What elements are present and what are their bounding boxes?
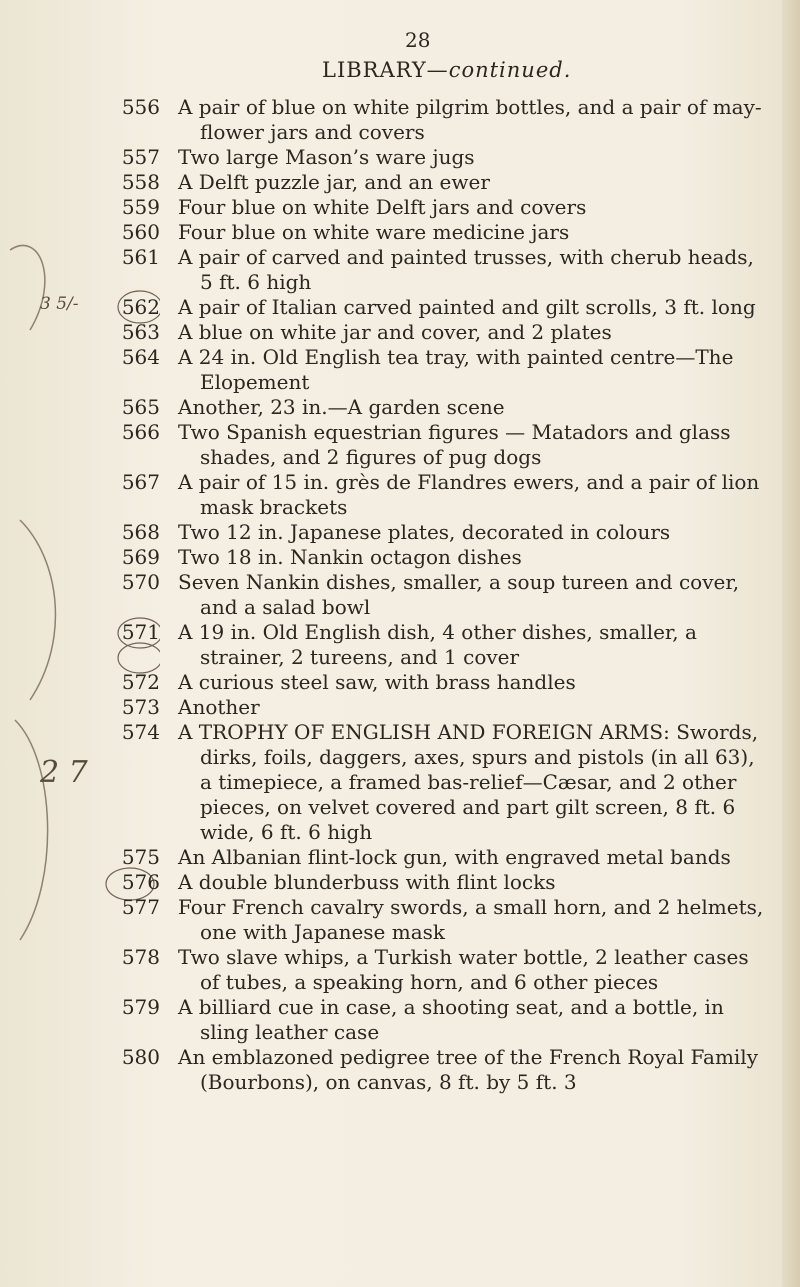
lot-entry	[0, 170, 800, 195]
lot-entry	[0, 470, 800, 520]
lot-entry	[0, 995, 800, 1045]
running-head	[322, 58, 571, 82]
lot-description-line: Two large Mason’s ware jugs	[178, 145, 475, 169]
lot-description	[178, 95, 778, 145]
lot-description-line: A 24 in. Old English tea tray, with painted centre—The	[178, 345, 734, 369]
lot-description-line: mask brackets	[200, 495, 348, 519]
lot-description-line: Four French cavalry swords, a small horn, and 2 helmets,	[178, 895, 764, 919]
lot-description	[178, 1045, 778, 1095]
lot-number: 560	[121, 220, 160, 244]
lot-number: 565	[121, 395, 160, 419]
lot-number: 561	[121, 245, 160, 269]
lot-description-line: An Albanian flint-lock gun, with engraved metal bands	[178, 845, 731, 869]
lot-description-line: A pair of carved and painted trusses, with cherub heads,	[178, 245, 754, 269]
lot-number: 556	[121, 95, 160, 119]
margin-note-2: 2 7	[40, 755, 88, 790]
lot-number: 580	[121, 1045, 160, 1069]
lot-description	[178, 995, 778, 1045]
lot-list	[0, 95, 800, 1095]
lot-description	[178, 695, 778, 720]
lot-entry	[0, 320, 800, 345]
lot-description	[178, 295, 778, 320]
lot-description	[178, 245, 778, 295]
lot-description-line: strainer, 2 tureens, and 1 cover	[200, 645, 520, 669]
lot-entry	[0, 245, 800, 295]
lot-description	[178, 670, 778, 695]
lot-entry	[0, 195, 800, 220]
lot-description-line: Two Spanish equestrian figures — Matadors and glass	[178, 420, 731, 444]
lot-entry	[0, 695, 800, 720]
lot-description	[178, 420, 778, 470]
lot-description-line: Another, 23 in.—A garden scene	[178, 395, 505, 419]
lot-number: 578	[121, 945, 160, 969]
lot-description-line: An emblazoned pedigree tree of the French Royal Family	[178, 1045, 758, 1069]
lot-entry	[0, 145, 800, 170]
lot-description	[178, 145, 778, 170]
lot-entry	[0, 620, 800, 670]
lot-description-line: one with Japanese mask	[200, 920, 446, 944]
lot-description	[178, 945, 778, 995]
lot-description	[178, 320, 778, 345]
lot-entry	[0, 845, 800, 870]
lot-description-line: A pair of blue on white pilgrim bottles, and a pair of may-	[178, 95, 762, 119]
lot-number: 567	[121, 470, 160, 494]
lot-description	[178, 345, 778, 395]
lot-description-line: wide, 6 ft. 6 high	[200, 820, 373, 844]
lot-description	[178, 570, 778, 620]
lot-description-line: A pair of 15 in. grès de Flandres ewers, and a pair of lion	[178, 470, 760, 494]
lot-description	[178, 195, 778, 220]
lot-number: 566	[121, 420, 160, 444]
lot-description	[178, 470, 778, 520]
lot-description	[178, 220, 778, 245]
lot-entry	[0, 945, 800, 995]
lot-description-line: of tubes, a speaking horn, and 6 other pieces	[200, 970, 659, 994]
running-head-title: LIBRARY—	[322, 58, 449, 82]
lot-description-line: flower jars and covers	[200, 120, 425, 144]
lot-entry	[0, 295, 800, 320]
lot-number: 577	[121, 895, 160, 919]
lot-description-line: Another	[178, 695, 260, 719]
lot-description-line: Two slave whips, a Turkish water bottle, 2 leather cases	[178, 945, 749, 969]
lot-entry	[0, 545, 800, 570]
lot-description-line: A 19 in. Old English dish, 4 other dishes, smaller, a	[178, 620, 697, 644]
lot-entry	[0, 95, 800, 145]
lot-entry	[0, 895, 800, 945]
lot-number: 562	[121, 295, 160, 319]
lot-description	[178, 845, 778, 870]
lot-description	[178, 520, 778, 545]
lot-number: 568	[121, 520, 160, 544]
lot-number: 557	[121, 145, 160, 169]
lot-number: 571	[121, 620, 160, 644]
lot-description-line: Two 18 in. Nankin octagon dishes	[178, 545, 522, 569]
lot-number: 558	[121, 170, 160, 194]
lot-description-line: Four blue on white Delft jars and covers	[178, 195, 587, 219]
lot-entry	[0, 345, 800, 395]
lot-number: 579	[121, 995, 160, 1019]
lot-description-line: A pair of Italian carved painted and gilt scrolls, 3 ft. long	[178, 295, 756, 319]
lot-entry	[0, 720, 800, 845]
lot-number: 569	[121, 545, 160, 569]
lot-number: 572	[121, 670, 160, 694]
lot-description-line: and a salad bowl	[200, 595, 371, 619]
lot-description-line: dirks, foils, daggers, axes, spurs and pistols (in all 63),	[200, 745, 755, 769]
lot-description-line: Elopement	[200, 370, 310, 394]
lot-description-line: A TROPHY OF ENGLISH AND FOREIGN ARMS: Swords,	[178, 720, 759, 744]
lot-entry	[0, 520, 800, 545]
lot-description	[178, 395, 778, 420]
margin-note-1: 3 5/-	[40, 294, 79, 314]
lot-description-line: Four blue on white ware medicine jars	[178, 220, 570, 244]
lot-entry	[0, 570, 800, 620]
lot-description-line: (Bourbons), on canvas, 8 ft. by 5 ft. 3	[200, 1070, 577, 1094]
lot-description-line: A billiard cue in case, a shooting seat, and a bottle, in	[178, 995, 724, 1019]
lot-description-line: A curious steel saw, with brass handles	[178, 670, 576, 694]
lot-description-line: A Delft puzzle jar, and an ewer	[178, 170, 490, 194]
lot-number: 576	[121, 870, 160, 894]
lot-description	[178, 870, 778, 895]
lot-description-line: A blue on white jar and cover, and 2 plates	[178, 320, 612, 344]
lot-description-line: shades, and 2 figures of pug dogs	[200, 445, 542, 469]
lot-description	[178, 545, 778, 570]
lot-entry	[0, 1045, 800, 1095]
page-number: 28	[405, 28, 431, 52]
lot-description-line: Seven Nankin dishes, smaller, a soup tureen and cover,	[178, 570, 740, 594]
lot-number: 573	[121, 695, 160, 719]
lot-description	[178, 170, 778, 195]
lot-description-line: 5 ft. 6 high	[200, 270, 312, 294]
lot-number: 563	[121, 320, 160, 344]
lot-entry	[0, 220, 800, 245]
lot-number: 574	[121, 720, 160, 744]
lot-number: 559	[121, 195, 160, 219]
lot-number: 570	[121, 570, 160, 594]
lot-entry	[0, 670, 800, 695]
lot-number: 564	[121, 345, 160, 369]
lot-entry	[0, 420, 800, 470]
lot-description-line: sling leather case	[200, 1020, 380, 1044]
lot-description	[178, 620, 778, 670]
running-head-continued: continued.	[448, 58, 572, 82]
lot-description	[178, 895, 778, 945]
lot-description-line: Two 12 in. Japanese plates, decorated in colours	[178, 520, 671, 544]
lot-description-line: a timepiece, a framed bas-relief—Cæsar, and 2 other	[200, 770, 737, 794]
lot-description-line: A double blunderbuss with flint locks	[178, 870, 556, 894]
lot-number: 575	[121, 845, 160, 869]
lot-entry	[0, 395, 800, 420]
lot-description	[178, 720, 778, 845]
lot-description-line: pieces, on velvet covered and part gilt screen, 8 ft. 6	[200, 795, 736, 819]
lot-entry	[0, 870, 800, 895]
